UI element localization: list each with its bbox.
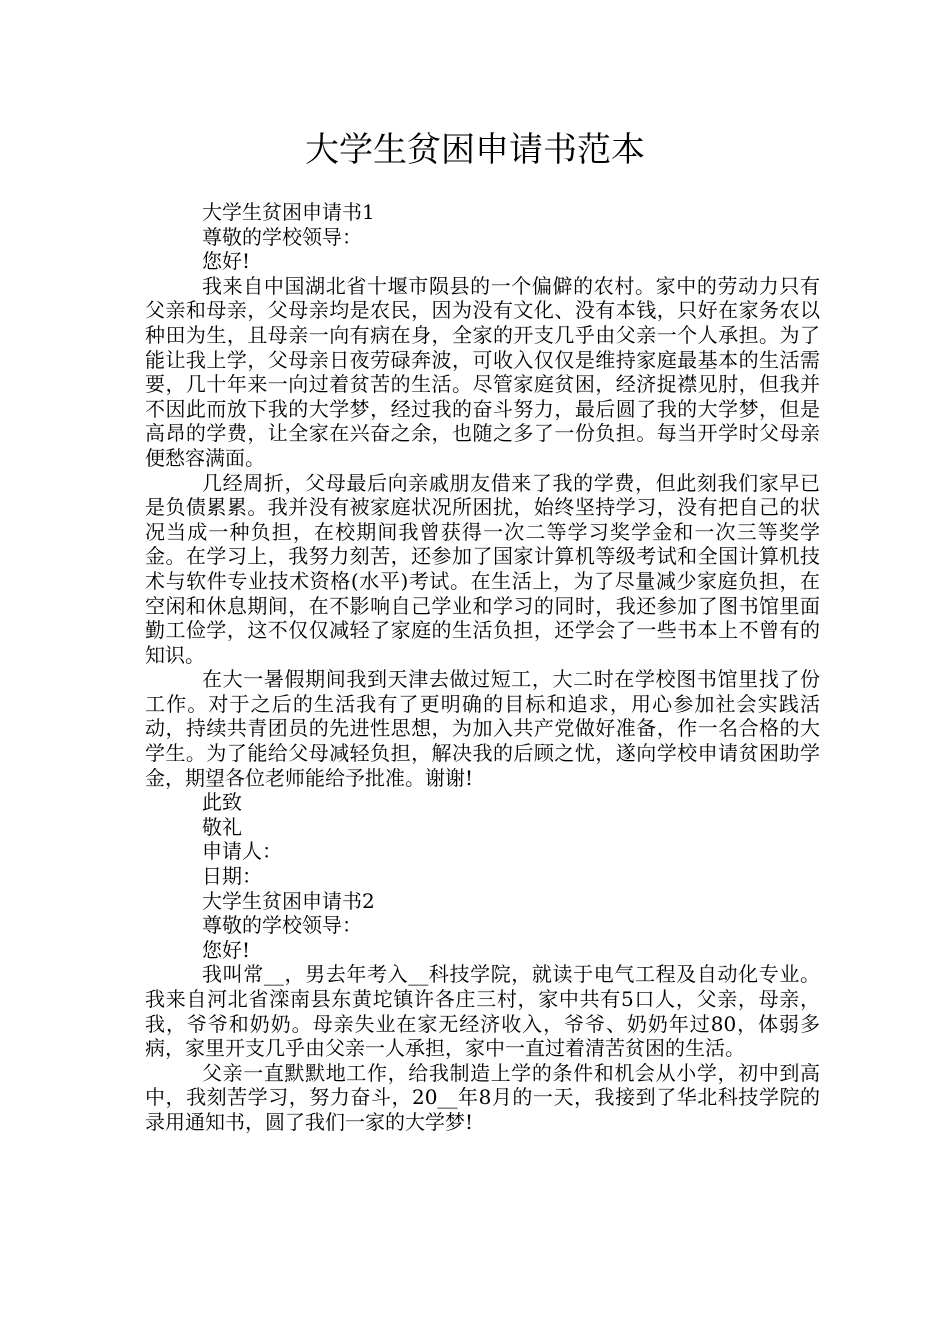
section2-heading: 大学生贫困申请书2 xyxy=(202,888,375,913)
section1-greeting: 您好! xyxy=(202,249,251,274)
section1-paragraph-1: 我来自中国湖北省十堰市陨县的一个偏僻的农村。家中的劳动力只有父亲和母亲，父母亲均是农民，因为没有文化、没有本钱，只好在家务农以种田为生，且母亲一向有病在身，全家的开支几乎由父亲一个人承担。为了能让我上学，父母亲日夜劳碌奔波，可收入仅仅是维持家庭最基本的生活需要，几十年来一向过着贫苦的生活。尽管家庭贫困，经济捉襟见肘，但我并不因此而放下我的大学梦，经过我的奋斗努力，最后圆了我的大学梦，但是高昂的学费，让全家在兴奋之余，也随之多了一份负担。每当开学时父母亲便愁容满面。 xyxy=(145,273,820,470)
section1-closing-2: 敬礼 xyxy=(202,814,242,839)
section1-paragraph-3: 在大一暑假期间我到天津去做过短工，大二时在学校图书馆里找了份工作。对于之后的生活我有了更明确的目标和追求，用心参加社会实践活动，持续共青团员的先进性思想，为加入共产党做好准备，作一名合格的大学生。为了能给父母减轻负担，解决我的后顾之忧，遂向学校申请贫困助学金，期望各位老师能给予批准。谢谢! xyxy=(145,667,820,790)
section2-greeting: 您好! xyxy=(202,937,251,962)
section2-paragraph-2: 父亲一直默默地工作，给我制造上学的条件和机会从小学，初中到高中，我刻苦学习，努力奋斗，20__年8月的一天，我接到了华北科技学院的录用通知书，圆了我们一家的大学梦! xyxy=(145,1060,820,1134)
section2-salutation: 尊敬的学校领导： xyxy=(202,913,362,938)
section1-applicant: 申请人： xyxy=(202,839,282,864)
document-title: 大学生贫困申请书范本 xyxy=(305,130,645,170)
section1-heading: 大学生贫困申请书1 xyxy=(202,200,375,224)
document-body xyxy=(145,200,820,1135)
section1-paragraph-2: 几经周折，父母最后向亲戚朋友借来了我的学费，但此刻我们家早已是负债累累。我并没有被家庭状况所困扰，始终坚持学习，没有把自己的状况当成一种负担，在校期间我曾获得一次二等学习奖学金和一次三等奖学金。在学习上，我努力刻苦，还参加了国家计算机等级考试和全国计算机技术与软件专业技术资格(水平)考试。在生活上，为了尽量减少家庭负担，在空闲和休息期间，在不影响自己学业和学习的同时，我还参加了图书馆里面勤工俭学，这不仅仅减轻了家庭的生活负担，还学会了一些书本上不曾有的知识。 xyxy=(145,470,820,667)
section1-closing-1: 此致 xyxy=(202,790,242,815)
section1-date: 日期： xyxy=(202,864,262,889)
section1-salutation: 尊敬的学校领导： xyxy=(202,224,362,249)
section2-paragraph-1: 我叫常__，男去年考入__科技学院，就读于电气工程及自动化专业。我来自河北省滦南县东黄坨镇许各庄三村，家中共有5口人，父亲，母亲，我，爷爷和奶奶。母亲失业在家无经济收入，爷爷、奶奶年过80，体弱多病，家里开支几乎由父亲一人承担，家中一直过着清苦贫困的生活。 xyxy=(145,962,820,1061)
